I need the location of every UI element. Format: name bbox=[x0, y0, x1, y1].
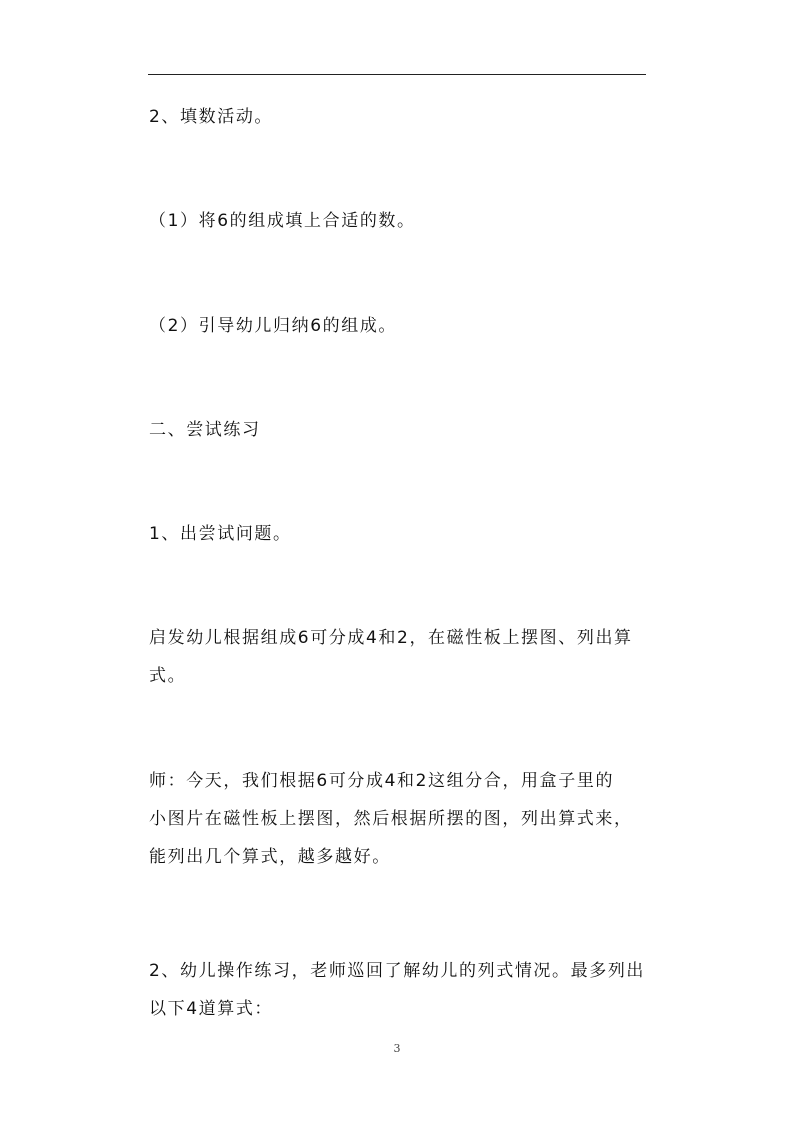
header-rule bbox=[148, 74, 646, 75]
paragraph-step-2 bbox=[149, 307, 649, 345]
page-number: 3 bbox=[393, 1042, 401, 1055]
paragraph-line: 1、出尝试问题。 bbox=[149, 524, 292, 544]
paragraph-line: 师：今天，我们根据6可分成4和2这组分合，用盒子里的 bbox=[149, 771, 615, 791]
paragraph-line: 小图片在磁性板上摆图，然后根据所摆的图，列出算式来， bbox=[149, 809, 633, 829]
paragraph-step-1 bbox=[149, 202, 649, 240]
paragraph-fill-numbers-activity bbox=[149, 98, 649, 136]
paragraph-line: 二、尝试练习 bbox=[149, 420, 261, 440]
paragraph-line: 式。 bbox=[149, 666, 187, 686]
paragraph-inspire bbox=[149, 619, 649, 695]
paragraph-line: 2、幼儿操作练习，老师巡回了解幼儿的列式情况。最多列出 bbox=[149, 961, 646, 981]
paragraph-line: （1）将6的组成填上合适的数。 bbox=[149, 211, 416, 231]
paragraph-child-practice bbox=[149, 952, 649, 1028]
paragraph-question bbox=[149, 515, 649, 553]
paragraph-line: 启发幼儿根据组成6可分成4和2，在磁性板上摆图、列出算 bbox=[149, 628, 633, 648]
paragraph-line: 2、填数活动。 bbox=[149, 107, 274, 127]
paragraph-line: （2）引导幼儿归纳6的组成。 bbox=[149, 316, 398, 336]
section-heading-practice bbox=[149, 411, 649, 449]
paragraph-teacher-speech bbox=[149, 762, 649, 876]
paragraph-line: 以下4道算式： bbox=[149, 999, 274, 1019]
paragraph-line: 能列出几个算式，越多越好。 bbox=[149, 847, 391, 867]
